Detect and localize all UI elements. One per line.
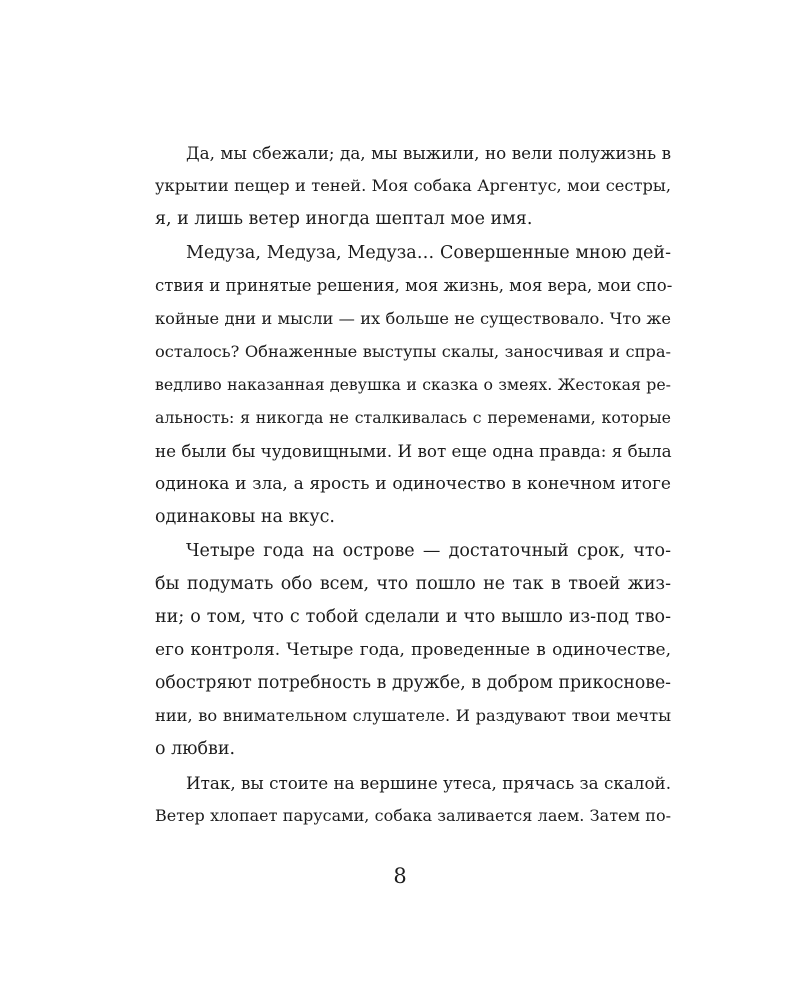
text-line-3-paragraph-1-end: я, и лишь ветер иногда шептал мое имя. [155,209,533,229]
text-line-13-paragraph-3-start: Четыре года на острове — достаточный срок, что- [186,541,671,561]
text-line-18: нии, во внимательном слушателе. И раздувают твои мечты [155,706,671,725]
text-line-20-paragraph-4-start: Итак, вы стоите на вершине утеса, прячась за скалой. [186,773,672,793]
text-line-15: ни; о том, что с тобой сделали и что вышло из-под тво- [155,607,671,627]
text-line-5: ствия и принятые решения, моя жизнь, моя вера, мои спо- [155,276,673,295]
text-line-8: ведливо наказанная девушка и сказка о змеях. Жестокая ре- [155,375,671,394]
text-line-10: не были бы чудовищными. И вот еще одна правда: я была [155,441,672,461]
page-number: 8 [393,864,407,888]
text-line-21: Ветер хлопает парусами, собака заливается лаем. Затем по- [155,806,671,825]
text-line-6: койные дни и мысли — их больше не существовало. Что же [155,309,671,328]
text-line-9: альность: я никогда не сталкивалась с переменами, которые [155,408,671,427]
text-line-19-paragraph-3-end: о любви. [155,739,236,759]
text-line-11: одинока и зла, а ярость и одиночество в конечном итоге [155,474,671,494]
text-line-12-paragraph-2-end: одинаковы на вкус. [155,507,335,527]
text-line-7: осталось? Обнаженные выступы скалы, заносчивая и спра- [155,342,671,361]
text-line-4-paragraph-2-start: Медуза, Медуза, Медуза… Совершенные мною дей- [186,243,671,263]
text-line-1-paragraph-1-start: Да, мы сбежали; да, мы выжили, но вели полужизнь в [186,143,671,163]
text-line-16: его контроля. Четыре года, проведенные в одиночестве, [155,640,671,660]
text-line-2: укрытии пещер и теней. Моя собака Аргентус, мои сестры, [155,176,671,195]
text-line-17: обостряют потребность в дружбе, в добром прикоснове- [155,673,671,693]
text-line-14: бы подумать обо всем, что пошло не так в твоей жиз- [155,574,671,594]
